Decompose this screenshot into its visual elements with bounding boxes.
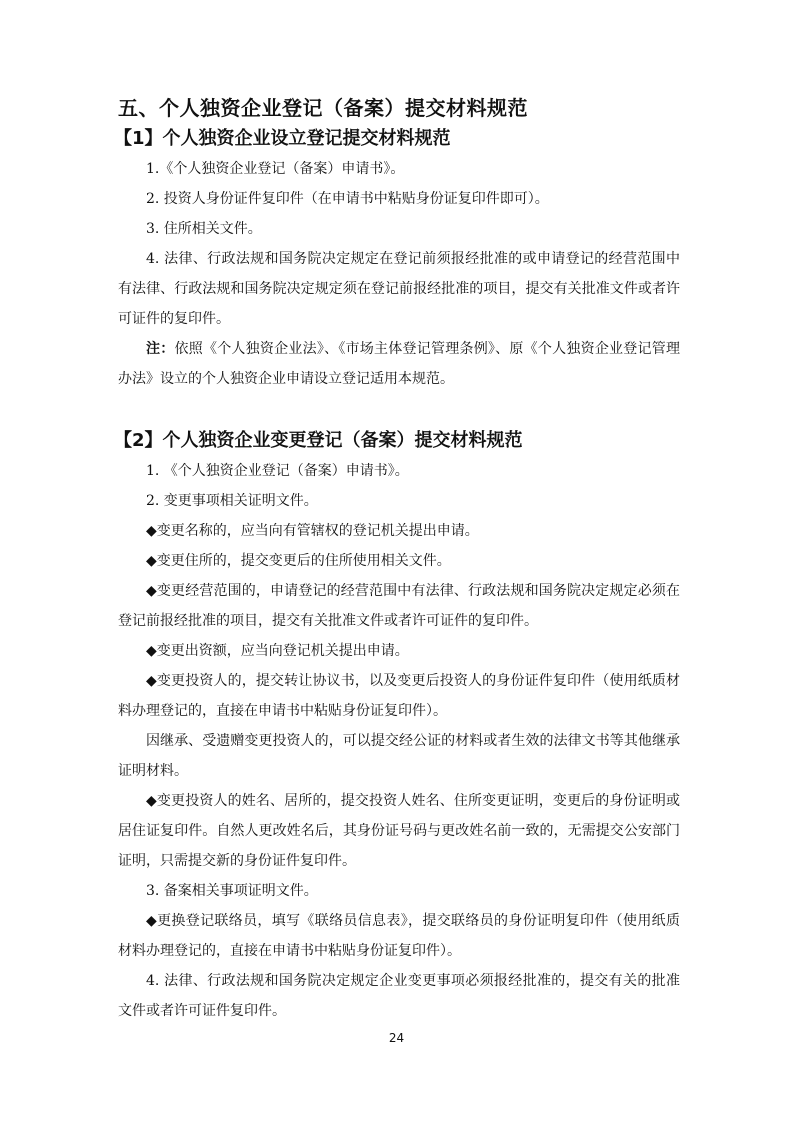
section2-paragraph: ◆更换登记联络员，填写《联络员信息表》，提交联络员的身份证明复印件（使用纸质材料办理登记的，直接在申请书中粘贴身份证复印件）。: [118, 913, 680, 959]
section2-paragraph: ◆变更投资人的姓名、居所的，提交投资人姓名、住所变更证明，变更后的身份证明或居住证复印件。自然人更改姓名后，其身份证号码与更改姓名前一致的，无需提交公安部门证明，只需提交新的身份证件复印件。: [118, 793, 680, 869]
section2-paragraph: ◆变更住所的，提交变更后的住所使用相关文件。: [146, 553, 451, 569]
section2-heading: 【2】个人独资企业变更登记（备案）提交材料规范: [114, 430, 523, 451]
section1-paragraph: 3. 住所相关文件。: [146, 221, 262, 237]
section2-paragraph: 1. 《个人独资企业登记（备案）申请书》。: [146, 463, 409, 479]
section1-paragraph: 4. 法律、行政法规和国务院决定规定在登记前须报经批准的或申请登记的经营范围中有法律、行政法规和国务院决定规定须在登记前报经批准的项目，提交有关批准文件或者许可证件的复印件。: [118, 251, 680, 327]
section2-paragraph: 3. 备案相关事项证明文件。: [146, 883, 318, 899]
page-number: 24: [388, 1031, 405, 1045]
section1-heading: 【1】个人独资企业设立登记提交材料规范: [114, 128, 451, 149]
section2-paragraph: ◆变更投资人的，提交转让协议书，以及变更后投资人的身份证件复印件（使用纸质材料办理登记的，直接在申请书中粘贴身份证复印件）。: [118, 673, 680, 719]
section2-paragraph: ◆变更经营范围的，申请登记的经营范围中有法律、行政法规和国务院决定规定必须在登记前报经批准的项目，提交有关批准文件或者许可证件的复印件。: [118, 583, 680, 629]
page-title: 五、个人独资企业登记（备案）提交材料规范: [118, 96, 528, 120]
section1-paragraph: 2. 投资人身份证件复印件（在申请书中粘贴身份证复印件即可）。: [146, 191, 549, 207]
note-label: 注：: [146, 341, 175, 357]
note-text: 依照《个人独资企业法》、《市场主体登记管理条例》、原《个人独资企业登记管理办法》设立的个人独资企业申请设立登记适用本规范。: [118, 341, 681, 387]
section1-paragraph: 1.《个人独资企业登记（备案）申请书》。: [146, 161, 405, 177]
section1-note: [118, 334, 680, 394]
section2-paragraph: ◆变更名称的，应当向有管辖权的登记机关提出申请。: [146, 523, 479, 539]
document-page: [114, 92, 681, 1026]
section2-paragraph: 2. 变更事项相关证明文件。: [146, 493, 318, 509]
section2-paragraph: 4. 法律、行政法规和国务院决定规定企业变更事项必须报经批准的，提交有关的批准文件或者许可证件复印件。: [118, 973, 680, 1019]
section2-paragraph: ◆变更出资额，应当向登记机关提出申请。: [146, 643, 409, 659]
section2-paragraph: 因继承、受遗赠变更投资人的，可以提交经公证的材料或者生效的法律文书等其他继承证明材料。: [118, 733, 680, 779]
